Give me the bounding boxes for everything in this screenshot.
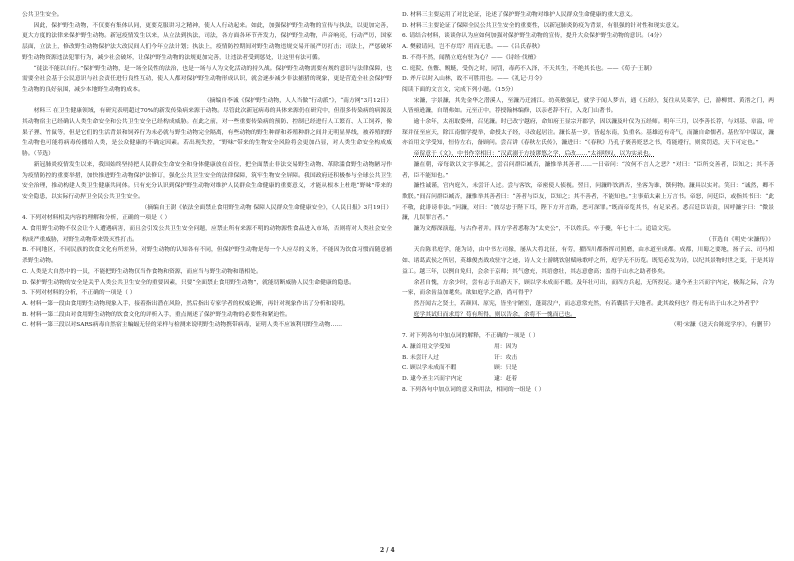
option-b: B. 未尝讦人过 (402, 354, 439, 361)
prose-underlined-sentence: 庭学其试归而求焉？苟有所得，则以告余，余将不一愧而已也。 (413, 311, 576, 318)
question-7: 7. 对下列各句中加点词的解释，不正确的一项是（ ） (402, 333, 539, 340)
reading-instruction: 阅读下面的文言文，完成下列小题。（15分） (402, 86, 517, 93)
source-note: （明·宋濂《送天台陈庭学序》，有删节） (670, 322, 774, 329)
option-d: D. 逮今圣主兴而宇内定 (402, 375, 463, 382)
option-b-gloss: 讦：攻击 (494, 354, 518, 361)
option-d-gloss: 逮：赶着 (494, 375, 518, 382)
passage-paragraph: 宋濂，字景濂，其先金华之潜溪人，至濂乃迁浦江。幼英敏强记，就学于闻人梦吉，通《五经》，复往从吴莱学，已，游柳贯、黄溍之门，两人皆亟逊濂，自谓弗如。元至正中，荐授翰林编修，以亲老辞不行，入龙门山著书。 (402, 97, 774, 115)
option-c: C. 顾以学未成而不暇 (402, 365, 457, 372)
option-line: D. 材料三主要运用了对比论证，论述了保护野生动物对维护人民群众生命健康的重大意义。 (402, 12, 637, 18)
page-number: 2 / 4 (380, 547, 395, 554)
passage-paragraph: 濂在朝，帝每欲以文字事属之，尝召问群臣臧否，濂惟举其善者……一日帝问：“汝何不言人之恶？”对曰：“臣所交善者，臣知之；其不善者，臣不能知也。” (402, 161, 774, 179)
question-4: 4. 下列对材料相关内容的理解和分析，正确的一项是（ ） (22, 215, 171, 222)
passage-paragraph: 逾十余年，太祖取婺州，召见濂。时已改宁越府，命知府王显宗开郡学，因以濂及叶仪为五经师。明年三月，以李善长荐，与刘基、章溢、叶琛并征至应天，除江南儒学提举，命授太子经，寻改起居注。濂长基一岁，皆起东南，负重名。基雄迈有奇气，而濂自命儒者。基佐军中谋议，濂亦首用文学受知，恒侍左右，备顾问。尝召讲《春秋左氏传》，濂进曰：“《春秋》乃孔子褒善贬恶之书，苟能遵行，则赏罚适，天下可定也。” (402, 119, 774, 147)
option-c-gloss: 顾：只是 (494, 365, 518, 372)
option-c: C. 材料一第三段以对SARS病毒自然宿主蝙蝠无径的采样与检测来说明野生动物携带病毒，证明人类不应该利用野生动物…… (22, 322, 343, 329)
left-column (22, 10, 392, 331)
prose-paragraph: 天台陈君庭学，能为诗，由中书左司掾，屡从大将北征，有劳，擢四川都指挥司照磨，由水道至成都。成都，川蜀之要地，扬子云、司马相如、诸葛武侯之所居，英雄俊杰战攻驻守之迹，诗人文士游眺饮射赋咏歌呼之所，庭学无不历览。既览必发为诗，以纪其景物时世之变，于是其诗益工。越三年，以例自免归，会余于京师；其气愈充，其语愈壮，其志意愈高；盖得于山水之助者侈矣。 (402, 247, 774, 275)
source-note: （节选自《明史·宋濂传》） (705, 236, 774, 243)
option-row (402, 374, 517, 385)
option-a-gloss: 用：因为 (494, 343, 518, 350)
option-b: B. 材料一第二段由对食用野生动物的饮食文化的评析入手，重点阐述了保护野生动物的必要性和紧迫性。 (22, 311, 291, 318)
passage-paragraph: 濂性诚谨，官内庭久，未尝讦人过。尝与客饮，帝密使人侦视。翌日，问濂昨饮酒否，坐客为谁，馔何物。濂具以实对。笑曰：“诚然，卿不欺朕。”间召问群臣臧否，濂惟举其善者曰：“善者与臣友，臣知之；其不善者，不能知也。”主事茹太素上万言书。帝怒，问廷臣，或指其书曰：“此不敬，此诽谤非法。”问濂，对曰：“彼尽忠于陛下耳，陛下方开言路，恶可深罪。”既而帝览其书，有足采者。悉召廷臣诘责，因呼濂字曰：“微景濂，几误罪言者。” (402, 183, 774, 222)
paragraph: “徒法不能以自行。”保护野生动物，是一场全民性的法治，也是一场与人为文化活动的持久战。保护野生动物需要有规约意识与法律保障，也需要全社会基于公民意识与社会责任进行良性互动，使人人都对保护野生动物形成认识，就会逐步减少非法捕猎的现象，更是营造全社会保护野生动物的良好氛围，减少本地野生动物的成本。 (22, 65, 392, 93)
question-7-options (402, 342, 517, 385)
source-note: （摘编自李诚《保护野生动物，人人当做“行动派”》，“南方网”3月12日） (203, 97, 392, 104)
option-b: B. 不得不然，闻鹊立庭有驻为心？——《诗经·伐檀》 (402, 54, 540, 61)
right-column (402, 10, 774, 395)
option-row (402, 353, 517, 364)
option-line: D. 材料三主要论证了保障全民公共卫生安全的重要性，以新冠肺炎防疫为背景，有很强的针对性和现实意义。 (402, 22, 683, 29)
option-a: A. 食用野生动物不仅会让个人遭遇病害，而且会引发公共卫生安全问题，应禁止所有来源不明的动物源性食品进入市场，否则将对人类社会安全构成严重威胁，对野生动物带来毁灭性打击。 (22, 226, 392, 243)
question-5: 5. 下列对材料的分析，不正确的一项是（ ） (22, 290, 136, 297)
option-d: D. 斧斤以时入山林，故不可胜用也。——《礼记·月令》 (402, 76, 546, 83)
passage-dotted-sentence: 帝留意于《文》，中书作宰相曰：“汉武溺于方技谬悠之学，后改……”太祖嗟叹，以为实录也。 (413, 151, 655, 158)
question-8: 8. 下列各句中加点词的意义和用法，相同的一组是（ ） (402, 386, 545, 393)
option-a: A. 濂首用文学受知 (402, 343, 451, 350)
source-note: （摘编自王澍《依法全面禁止食用野生动物 保障人民群众生命健康安全》，《人民日报》3月19日） (141, 204, 392, 211)
paragraph: 材料三 在卫生健康领域，有研究表明超过70%的新发传染病来源于动物。尽管此次新冠病毒的具体来源仍在研究中，但很多传染病的病源及其动物宿主已经确认人类生命安全和公共卫生安全已经构成威胁。在此之前，对一些重要传染病的预防、控制已经进行人工繁育、人工饲养，像果子狸、竹鼠等，但是它们的生活背景和饲养行为未必就与野生动物完全隔离，有些动物的野生种群和养殖种群之间并无明显界线，被养殖的野生动物也可能将病毒传播给人类，是公众健康的不确定因素。若出现失控，“野味”带来的生物安全风险将会更加凸显，对人类生命安全构成威胁。（节选） (22, 108, 392, 158)
option-d: D. 保护野生动物的安全是关乎人类公共卫生安全的重要因素，只要“全面禁止食用野生动物”，就能切断威胁人民生命健康的隐患。 (22, 279, 355, 286)
prose-paragraph: 余甚自愧，方余少时，尝有志于出游天下，顾以学未成而不暇。及年壮可出，而四方兵起，无所投足。逮今圣主兴而宇内定，极海之际，合为一家，而余齿益加耄矣。欲如庭学之游，尚可得乎？ (402, 279, 774, 297)
passage-paragraph: 濂为文醇深演迤，与古作者并。四方学者悉称为“太史公”，不以姓氏。卒于夔，年七十二。追谥文宪。 (413, 226, 675, 233)
prose-paragraph: 然吾闻古之贤士，若颜回、原宪，皆坐守陋室，蓬蒿没户，而志意常充然，有若囊括于天地者。此其故何也？得无有出于山水之外者乎？ (413, 300, 762, 307)
option-row (402, 342, 517, 353)
option-row (402, 363, 517, 374)
option-c: C. 人类是大自然中的一员，不能把野生动物仅当作食物和资源，而应当与野生动物和谐相处。 (22, 268, 262, 275)
paragraph: 新冠肺炎疫情发生以来，我国始终坚持把人民群众生命安全和身体健康放在首位，把全面禁止非法交易野生动物、革除滥食野生动物陋习作为疫情防控的重要举措，加快推进野生动物保护法修订，强化公共卫生安全的法律保障，筑牢生物安全屏障。我国政府还积极参与全球公共卫生安全治理，推动构建人类卫生健康共同体。只有充分认识到保护野生动物对维护人民群众生命健康的重要意义，才能从根本上杜绝“野味”带来的安全隐患，以实际行动捍卫全民公共卫生安全。 (22, 161, 392, 200)
option-a: A. 材料一第一段由食用野生动物现象入手，接着指出潜在风险，然后指出专家学者的权威论断，再针对现象作出了分析和说明。 (22, 300, 349, 307)
question-6: 6. 请结合材料，谈谈你认为应如何加强对保护野生动物的宣传，提升大众保护野生动物的意识。（4分） (402, 33, 666, 40)
option-a: A. 樊毅请问，岂不存焉？用而无患。——《吕氏春秋》 (402, 44, 544, 51)
paragraph: 公共卫生安全。 (22, 12, 63, 18)
option-c: C. 庭院、鱼鳖、鲵鲢，受伤之时，同罚，毒药不入泽，不天其生，不绝其长也。——《荀子·王制》 (402, 65, 656, 72)
option-b: B. 不同地区，不同民族的饮食文化有所差异，对野生动物的认知各有不同，但保护野生动物是每一个人应尽的义务，不能因为饮食习惯而随意捕杀野生动物。 (22, 247, 392, 265)
paragraph: 因此，保护野生动物，不仅要有集体认同，更要克服讲习之精神，使人人行动起来。如此，加强保护野生动物的宣传与执法，以更加完善，更大方度的法律来保护野生动物。新冠疫情发生以来，从立法到执法，司法，各方面各环节齐发力，保护野生动物，声音响亮，行动严厉，国家层面，立法上，修改野生动物保护法大改民间人们今年立法计划；执法上，疫情防控期间对野生动物违规交易开展严厉打击；司法上，严惩破坏野生动物资源违法犯罪行为，减少社会破坏，让保护野生动物的法规更加完善，让违法者受到惩处，让这里有法可循。 (22, 22, 392, 61)
